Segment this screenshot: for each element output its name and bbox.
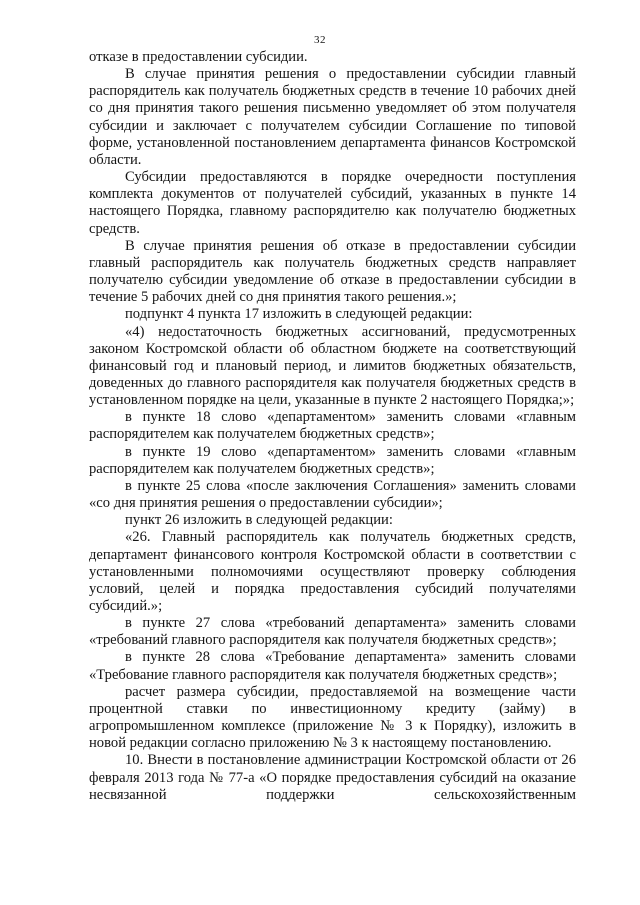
paragraph-quote-17-4: «4) недостаточность бюджетных ассигнований, предусмотренных законом Костромской области об областном бюджете на соответствующий финансовый год и плановый период, и лимитов бюджетных обязательств, доведенных до главного распорядителя как получателя бюджетных средств в установленном порядке на цели, указанные в пункте 2 настоящего Порядка;»;: [89, 323, 576, 409]
paragraph-amend-17-4: подпункт 4 пункта 17 изложить в следующей редакции:: [125, 306, 473, 323]
paragraph-amend-28: в пункте 28 слова «Требование департамента» заменить словами «Требование главного распорядителя как получателя бюджетных средств»;: [89, 649, 576, 683]
paragraph-quote-26: «26. Главный распорядитель как получатель бюджетных средств, департамент финансового контроля Костромской области в соответствии с установленными полномочиями осуществляют проверку соблюдения условий, целей и порядка предоставления субсидий получателями субсидий.»;: [89, 529, 576, 614]
paragraph-amend-27: в пункте 27 слова «требований департамента» заменить словами «требований главного распорядителя как получателя бюджетных средств»;: [89, 615, 576, 649]
document-body: [89, 49, 576, 804]
paragraph-item-10: 10. Внести в постановление администрации Костромской области от 26 февраля 2013 года № 77-а «О порядке предоставления субсидий на оказание несвязанной поддержки сельскохозяйственным: [89, 752, 576, 803]
paragraph-amend-18: в пункте 18 слово «департаментом» заменить словами «главным распорядителем как получателем бюджетных средств»;: [89, 409, 576, 443]
paragraph-refusal-notice: В случае принятия решения об отказе в предоставлении субсидии главный распорядитель как получатель бюджетных средств направляет получателю субсидии уведомление об отказе в предоставлении субсидии в течение 5 рабочих дней со дня принятия такого решения.»;: [89, 237, 576, 306]
paragraph-subsidy-order: Субсидии предоставляются в порядке очередности поступления комплекта документов от получателей субсидий, указанных в пункте 14 настоящего Порядка, главному распорядителю как получателю бюджетных средств.: [89, 169, 576, 237]
paragraph-amend-25: в пункте 25 слова «после заключения Соглашения» заменить словами «со дня принятия решения о предоставлении субсидии»;: [89, 477, 576, 512]
paragraph-amend-26: пункт 26 изложить в следующей редакции:: [125, 512, 393, 529]
paragraph-appendix-3: расчет размера субсидии, предоставляемой на возмещение части процентной ставки по инвестиционному кредиту (займу) в агропромышленном комплексе (приложение № 3 к Порядку), изложить в новой редакции согласно приложению № 3 к настоящему постановлению.: [89, 683, 576, 752]
paragraph-continuation: отказе в предоставлении субсидии.: [89, 49, 308, 65]
paragraph-decision-notice: В случае принятия решения о предоставлении субсидии главный распорядитель как получатель бюджетных средств в течение 10 рабочих дней со дня принятия такого решения письменно уведомляет об этом получателя субсидии и заключает с получателем субсидии Соглашение по типовой форме, установленной постановлением департамента финансов Костромской области.: [89, 66, 576, 168]
page-number: 32: [314, 34, 326, 46]
paragraph-amend-19: в пункте 19 слово «департаментом» заменить словами «главным распорядителем как получателем бюджетных средств»;: [89, 443, 576, 477]
